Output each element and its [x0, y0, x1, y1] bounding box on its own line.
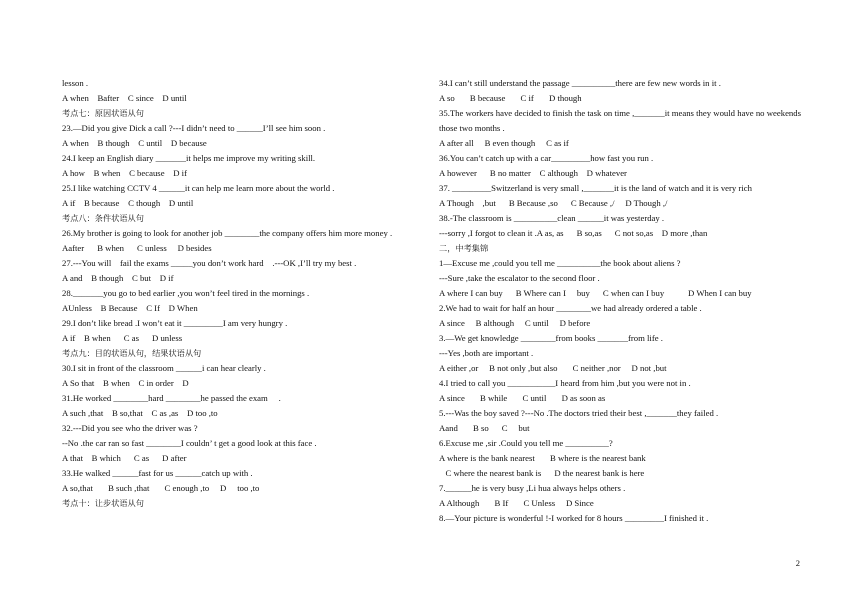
section-heading: 考点八：条件状语从句: [62, 213, 144, 223]
exam-question-2: 2.We had to wait for half an hour ________we had already ordered a table .: [439, 303, 702, 313]
text-line: lesson .: [62, 78, 89, 88]
question-23: 23.—Did you give Dick a call ?---I didn’t need to ______I’ll see him soon .: [62, 123, 326, 133]
answer-options: A Though ,but B Because ,so C Because ,/ D Though ,/: [439, 198, 668, 208]
dialogue-line: --No .the car ran so fast ________I couldn’ t get a good look at this face .: [62, 438, 317, 448]
answer-options: A where I can buy B Where can I buy C when can I buy D When I can buy: [439, 288, 752, 298]
answer-options: A after all B even though C as if: [439, 138, 569, 148]
answer-options: A so,that B such ,that C enough ,to D too ,to: [62, 483, 260, 493]
answer-options: Aafter B when C unless D besides: [62, 243, 212, 253]
answer-options: A since B while C until D as soon as: [439, 393, 606, 403]
question-33: 33.He walked ______fast for us ______catch up with .: [62, 468, 253, 478]
exam-question-3: 3.—We get knowledge ________from books _______from life .: [439, 333, 663, 343]
dialogue-line: ---Sure ,take the escalator to the second floor .: [439, 273, 600, 283]
question-28: 28._______you go to bed earlier ,you won’t feel tired in the mornings .: [62, 288, 310, 298]
answer-options: A either ,or B not only ,but also C neither ,nor D not ,but: [439, 363, 667, 373]
question-34: 34.I can’t still understand the passage __________there are few new words in it .: [439, 78, 721, 88]
question-37: 37. _________Switzerland is very small ,_______it is the land of watch and it is very rich: [439, 183, 752, 193]
question-31: 31.He worked ________hard ________he passed the exam .: [62, 393, 281, 403]
exam-question-7: 7.______he is very busy ,Li hua always helps others .: [439, 483, 626, 493]
dialogue-line: ---Yes ,both are important .: [439, 348, 534, 358]
question-38: 38.-The classroom is __________clean ______it was yesterday .: [439, 213, 665, 223]
answer-options: A how B when C because D if: [62, 168, 187, 178]
answer-options: A So that B when C in order D: [62, 378, 189, 388]
exam-question-5: 5.---Was the boy saved ?---No .The doctors tried their best ,_______they failed .: [439, 408, 719, 418]
answer-options: A Although B If C Unless D Since: [439, 498, 594, 508]
answer-options: A if B because C though D until: [62, 198, 194, 208]
answer-options: Aand B so C but: [439, 423, 530, 433]
answer-options: A such ,that B so,that C as ,as D too ,to: [62, 408, 218, 418]
exam-question-8: 8.—Your picture is wonderful !-I worked for 8 hours _________I finished it .: [439, 513, 709, 523]
exam-question-6: 6.Excuse me ,sir .Could you tell me __________?: [439, 438, 613, 448]
section-heading: 考点十：让步状语从句: [62, 498, 144, 508]
answer-options: A since B although C until D before: [439, 318, 591, 328]
answer-options: A and B though C but D if: [62, 273, 174, 283]
answer-options: C where the nearest bank is D the nearest bank is here: [439, 468, 645, 478]
answer-options: A when B though C until D because: [62, 138, 207, 148]
left-column: [62, 76, 424, 511]
answer-options: A that B which C as D after: [62, 453, 187, 463]
question-30: 30.I sit in front of the classroom ______i can hear clearly .: [62, 363, 266, 373]
section-heading: 考点九：目的状语从句，结果状语从句: [62, 348, 202, 358]
exam-question-4: 4.I tried to call you ___________I heard from him ,but you were not in .: [439, 378, 691, 388]
answer-options: A when Bafter C since D until: [62, 93, 187, 103]
answer-options: A so B because C if D though: [439, 93, 582, 103]
question-32: 32.---Did you see who the driver was ?: [62, 423, 198, 433]
answer-options: ---sorry ,I forgot to clean it .A as, as B so,as C not so,as D more ,than: [439, 228, 708, 238]
answer-options: AUnless B Because C If D When: [62, 303, 198, 313]
answer-options: A where is the bank nearest B where is the nearest bank: [439, 453, 646, 463]
question-36: 36.You can’t catch up with a car_________how fast you run .: [439, 153, 654, 163]
section-heading: 考点七：原因状语从句: [62, 108, 144, 118]
question-35: 35.The workers have decided to finish the task on time ,_______it means they would have no weekends those two months .: [439, 108, 801, 133]
answer-options: A if B when C as D unless: [62, 333, 183, 343]
exam-question-1: 1—Excuse me ,could you tell me __________the book about aliens ?: [439, 258, 681, 268]
question-26: 26.My brother is going to look for another job ________the company offers him more money .: [62, 228, 393, 238]
section-heading: 二，中考集锦: [439, 243, 489, 253]
page-number: 2: [795, 558, 800, 568]
right-column: [439, 76, 801, 526]
question-24: 24.I keep an English diary _______it helps me improve my writing skill.: [62, 153, 316, 163]
question-29: 29.I don’t like bread .I won’t eat it _________I am very hungry .: [62, 318, 288, 328]
question-25: 25.I like watching CCTV 4 ______it can help me learn more about the world .: [62, 183, 335, 193]
answer-options: A however B no matter C although D whatever: [439, 168, 627, 178]
question-27: 27.---You will fail the exams _____you don’t work hard .---OK ,I’ll try my best .: [62, 258, 357, 268]
